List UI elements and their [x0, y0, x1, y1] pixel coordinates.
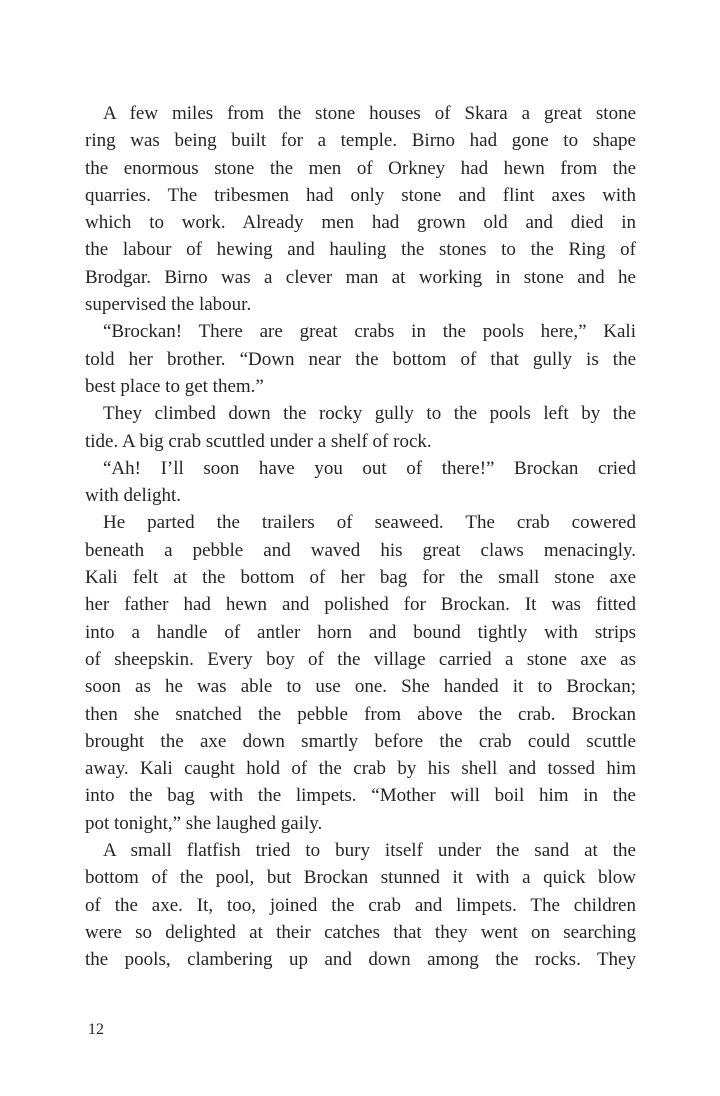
text-line: “Brockan! There are great crabs in the pools here,” Kali	[103, 321, 636, 343]
text-line: which to work. Already men had grown old and died in	[85, 212, 636, 234]
text-line: Kali felt at the bottom of her bag for the small stone axe	[85, 567, 636, 589]
text-line: the enormous stone the men of Orkney had hewn from the	[85, 157, 636, 179]
paragraph	[85, 100, 636, 318]
text-line: told her brother. “Down near the bottom of that gully is the	[85, 348, 636, 370]
paragraph	[85, 318, 636, 400]
text-line: A small flatfish tried to bury itself under the sand at the	[103, 840, 636, 862]
text-line: quarries. The tribesmen had only stone and flint axes with	[85, 184, 636, 206]
text-line: Brodgar. Birno was a clever man at working in stone and he	[85, 266, 636, 288]
page-number: 12	[88, 1021, 104, 1038]
body-text	[85, 100, 636, 974]
text-line: then she snatched the pebble from above the crab. Brockan	[85, 703, 636, 725]
text-line: bottom of the pool, but Brockan stunned it with a quick blow	[85, 867, 636, 889]
text-line: with delight.	[85, 485, 182, 507]
text-line: “Ah! I’ll soon have you out of there!” Brockan cried	[103, 457, 636, 479]
text-line: best place to get them.”	[85, 375, 264, 397]
text-line: away. Kali caught hold of the crab by his shell and tossed him	[85, 758, 636, 780]
text-line: the pools, clambering up and down among the rocks. They	[85, 949, 636, 971]
text-line: were so delighted at their catches that they went on searching	[85, 921, 636, 943]
text-line: into a handle of antler horn and bound tightly with strips	[85, 621, 636, 643]
text-line: supervised the labour.	[85, 294, 252, 316]
text-line: They climbed down the rocky gully to the pools left by the	[103, 403, 636, 425]
text-line: of sheepskin. Every boy of the village carried a stone axe as	[85, 648, 636, 670]
paragraph	[85, 837, 636, 973]
text-line: pot tonight,” she laughed gaily.	[85, 812, 323, 834]
text-line: He parted the trailers of seaweed. The crab cowered	[103, 512, 636, 534]
text-line: tide. A big crab scuttled under a shelf of rock.	[85, 430, 432, 452]
text-line: of the axe. It, too, joined the crab and limpets. The children	[85, 894, 636, 916]
paragraph	[85, 455, 636, 510]
text-line: soon as he was able to use one. She handed it to Brockan;	[85, 676, 636, 698]
text-line: her father had hewn and polished for Brockan. It was fitted	[85, 594, 636, 616]
text-line: brought the axe down smartly before the crab could scuttle	[85, 730, 636, 752]
text-line: ring was being built for a temple. Birno had gone to shape	[85, 130, 636, 152]
text-line: the labour of hewing and hauling the stones to the Ring of	[85, 239, 636, 261]
text-line: into the bag with the limpets. “Mother will boil him in the	[85, 785, 636, 807]
text-line: A few miles from the stone houses of Skara a great stone	[103, 103, 636, 124]
paragraph	[85, 509, 636, 837]
text-line: beneath a pebble and waved his great claws menacingly.	[85, 539, 636, 561]
paragraph	[85, 400, 636, 455]
